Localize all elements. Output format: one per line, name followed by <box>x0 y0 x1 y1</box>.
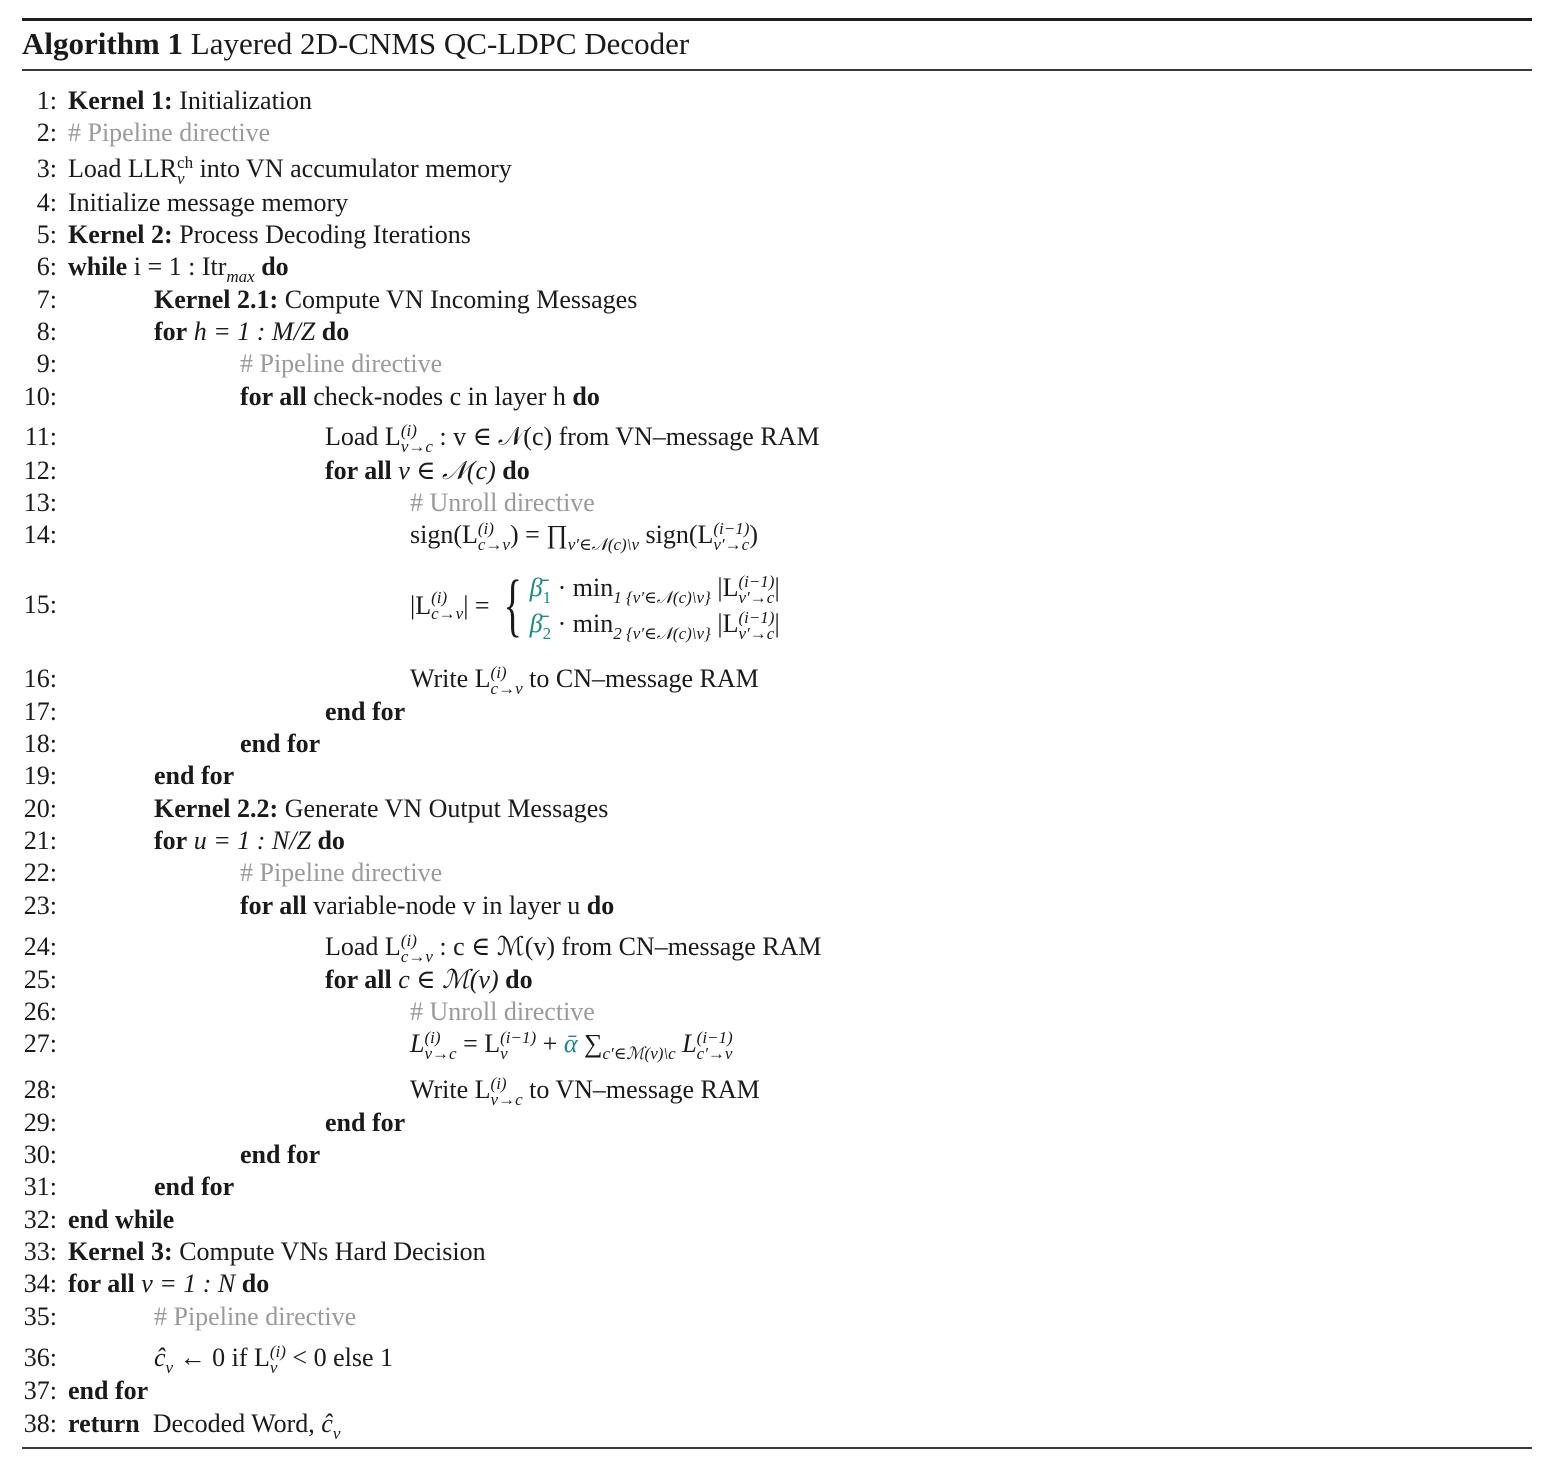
math-expr: ∑ <box>577 1029 603 1058</box>
subscript: 2 {v′∈𝒩(c)\v} <box>613 624 711 643</box>
keyword: end for <box>68 1376 149 1405</box>
subscript: max <box>226 267 255 286</box>
line-number: 29: <box>23 1108 57 1137</box>
math-expr: ) <box>749 520 759 549</box>
line-number: 13: <box>23 488 57 517</box>
keyword: end while <box>68 1205 175 1234</box>
line-number: 5: <box>36 220 57 249</box>
line-text: Load LLR <box>68 154 178 183</box>
keyword: end for <box>325 1108 406 1137</box>
keyword: do <box>495 456 530 485</box>
line-text: Compute VNs Hard Decision <box>172 1237 486 1266</box>
line-text: Generate VN Output Messages <box>278 794 609 823</box>
beta-coefficient: β̄ <box>529 609 543 638</box>
line-number: 6: <box>36 252 57 281</box>
title-rule <box>22 69 1532 71</box>
algorithm-label: Algorithm 1 <box>22 26 184 61</box>
line-number: 32: <box>23 1205 57 1234</box>
subscript: c′∈ℳ(v)\c <box>602 1044 676 1063</box>
line-text: Load L <box>325 422 401 451</box>
line-number: 21: <box>23 826 57 855</box>
line-number: 37: <box>23 1376 57 1405</box>
math-expr: ĉ <box>154 1343 166 1372</box>
superscript: (i−1) <box>713 519 750 539</box>
superscript: (i) <box>269 1342 286 1362</box>
line-number: 25: <box>23 965 57 994</box>
math-expr: |L <box>410 591 432 620</box>
alpha-coefficient: ᾱ <box>563 1029 578 1058</box>
subscript: 2 <box>542 624 552 643</box>
line-number: 27: <box>23 1029 57 1058</box>
line-number: 35: <box>23 1302 57 1331</box>
superscript: (i) <box>431 588 448 607</box>
comment: # Pipeline directive <box>240 349 443 378</box>
subscript: c→v <box>477 535 510 555</box>
comment: # Pipeline directive <box>154 1302 357 1331</box>
line-text: Process Decoding Iterations <box>172 220 471 249</box>
line-number: 24: <box>23 932 57 961</box>
line-number: 2: <box>36 118 57 147</box>
subscript: v <box>177 169 185 189</box>
line-number: 22: <box>23 858 57 887</box>
algorithm-name: Layered 2D-CNMS QC-LDPC Decoder <box>190 26 690 61</box>
superscript: (i−1) <box>738 608 775 628</box>
line-text: Write L <box>410 664 491 693</box>
math-expr: u = 1 : N/Z <box>187 826 311 855</box>
line-number: 18: <box>23 729 57 758</box>
keyword: end for <box>154 1172 235 1201</box>
math-expr: · min <box>551 572 614 602</box>
superscript: (i) <box>490 663 507 683</box>
superscript: (i) <box>400 931 417 951</box>
subscript: 1 <box>542 587 552 607</box>
math-expr: |L <box>710 572 739 602</box>
subscript: v <box>500 1044 508 1064</box>
keyword: end for <box>240 729 321 758</box>
subscript: c→v <box>490 679 523 699</box>
math-expr: |L <box>710 609 739 638</box>
keyword: do <box>580 891 615 920</box>
line-number: 23: <box>23 891 57 920</box>
beta-coefficient: β̄ <box>529 572 543 602</box>
subscript: c→v <box>431 604 464 623</box>
line-text: < 0 else 1 <box>285 1343 393 1372</box>
keyword: Kernel 2.1: <box>154 285 279 314</box>
line-text: Compute VN Incoming Messages <box>278 285 638 314</box>
line-number: 31: <box>23 1172 57 1201</box>
line-text: ← 0 if L <box>173 1343 270 1372</box>
line-number: 38: <box>23 1409 57 1438</box>
line-number: 17: <box>23 697 57 726</box>
keyword: Kernel 2.2: <box>154 794 279 823</box>
keyword: for all <box>325 965 392 994</box>
subscript: v→c <box>400 437 433 457</box>
line-number: 3: <box>36 154 57 183</box>
line-number: 14: <box>23 520 57 549</box>
line-number: 36: <box>23 1343 57 1372</box>
keyword: for <box>154 317 188 346</box>
keyword: for all <box>325 456 392 485</box>
line-number: 30: <box>23 1140 57 1169</box>
comment: # Pipeline directive <box>240 858 443 887</box>
line-text: to VN–message RAM <box>522 1075 760 1104</box>
line-number: 7: <box>36 285 57 314</box>
line-text: variable-node v in layer u <box>306 891 581 920</box>
math-expr: L <box>410 1029 425 1058</box>
keyword: do <box>235 1269 270 1298</box>
superscript: (i−1) <box>738 572 775 591</box>
keyword: while <box>68 252 128 281</box>
line-text: into VN accumulator memory <box>193 154 512 183</box>
superscript: ch <box>177 153 194 173</box>
math-expr: h = 1 : M/Z <box>187 317 316 346</box>
keyword: for all <box>240 891 307 920</box>
keyword: do <box>254 252 289 281</box>
subscript: 1 {v′∈𝒩(c)\v} <box>613 587 711 607</box>
left-brace: { <box>503 567 523 644</box>
line-number: 10: <box>23 382 57 411</box>
subscript: v′∈𝒩(c)\v <box>567 535 639 554</box>
subscript: v→c <box>490 1090 523 1110</box>
subscript: v′→c <box>713 535 750 555</box>
line-number: 28: <box>23 1075 57 1104</box>
line-text: Initialization <box>172 86 313 115</box>
line-number: 4: <box>36 188 57 217</box>
line-text: to CN–message RAM <box>522 664 759 693</box>
superscript: (i−1) <box>500 1028 537 1048</box>
subscript: v <box>332 1424 341 1443</box>
math-expr: sign(L <box>410 520 478 549</box>
top-rule <box>22 18 1532 21</box>
keyword: do <box>565 382 600 411</box>
superscript: (i) <box>477 519 494 539</box>
subscript: v <box>269 1358 278 1378</box>
line-number: 20: <box>23 794 57 823</box>
math-expr: sign(L <box>639 520 714 549</box>
line-text: Decoded Word, <box>139 1409 322 1438</box>
line-text: Initialize message memory <box>68 188 349 217</box>
keyword: end for <box>325 697 406 726</box>
line-number: 33: <box>23 1237 57 1266</box>
superscript: (i) <box>424 1028 441 1048</box>
math-expr: v = 1 : N <box>134 1269 236 1298</box>
bottom-rule <box>22 1447 1532 1449</box>
math-expr: ĉ <box>321 1409 333 1438</box>
keyword: do <box>310 826 345 855</box>
line-number: 16: <box>23 664 57 693</box>
line-number: 11: <box>24 422 57 451</box>
superscript: (i) <box>400 421 417 441</box>
line-number: 34: <box>23 1269 57 1298</box>
math-expr: · min <box>551 609 614 638</box>
line-number: 15: <box>23 590 57 619</box>
line-number: 8: <box>36 317 57 346</box>
line-text: Write L <box>410 1075 491 1104</box>
keyword: for <box>154 826 188 855</box>
piecewise-cases <box>530 570 780 642</box>
keyword: Kernel 3: <box>68 1237 173 1266</box>
line-text: : v ∈ 𝒩(c) from VN–message RAM <box>432 422 820 451</box>
case-row <box>530 570 780 606</box>
superscript: (i) <box>490 1074 507 1094</box>
keyword: return <box>68 1409 140 1438</box>
line-text: Load L <box>325 932 401 961</box>
subscript: v′→c <box>738 588 775 607</box>
line-text: check-nodes c in layer h <box>306 382 566 411</box>
math-expr: | <box>774 609 780 638</box>
keyword: for all <box>68 1269 135 1298</box>
subscript: c′→v <box>696 1044 733 1064</box>
math-expr: | <box>774 572 780 602</box>
math-expr: i = 1 : Itr <box>127 252 227 281</box>
math-expr: + <box>536 1029 564 1058</box>
line-number: 9: <box>36 349 57 378</box>
superscript: (i−1) <box>696 1028 733 1048</box>
comment: # Unroll directive <box>410 488 595 517</box>
keyword: end for <box>240 1140 321 1169</box>
math-expr: = L <box>456 1029 501 1058</box>
subscript: v <box>165 1358 174 1377</box>
keyword: for all <box>240 382 307 411</box>
math-expr: L <box>675 1029 697 1058</box>
math-expr: ) = ∏ <box>509 520 568 549</box>
math-expr: c ∈ ℳ(v) <box>391 965 499 994</box>
keyword: do <box>315 317 350 346</box>
line-text: : c ∈ ℳ(v) from CN–message RAM <box>432 932 822 961</box>
keyword: do <box>498 965 533 994</box>
algorithm-title <box>22 22 689 66</box>
math-expr: | = <box>463 591 497 620</box>
line-number: 1: <box>36 86 57 115</box>
comment: # Pipeline directive <box>68 118 271 147</box>
line-number: 19: <box>23 761 57 790</box>
line-number: 26: <box>23 997 57 1026</box>
keyword: Kernel 1: <box>68 86 173 115</box>
keyword: Kernel 2: <box>68 220 173 249</box>
subscript: v→c <box>424 1044 457 1064</box>
math-expr: v ∈ 𝒩(c) <box>391 456 496 485</box>
subscript: v′→c <box>738 624 775 644</box>
comment: # Unroll directive <box>410 997 595 1026</box>
keyword: end for <box>154 761 235 790</box>
line-number: 12: <box>23 456 57 485</box>
subscript: c→v <box>400 947 433 967</box>
case-row <box>530 606 780 642</box>
